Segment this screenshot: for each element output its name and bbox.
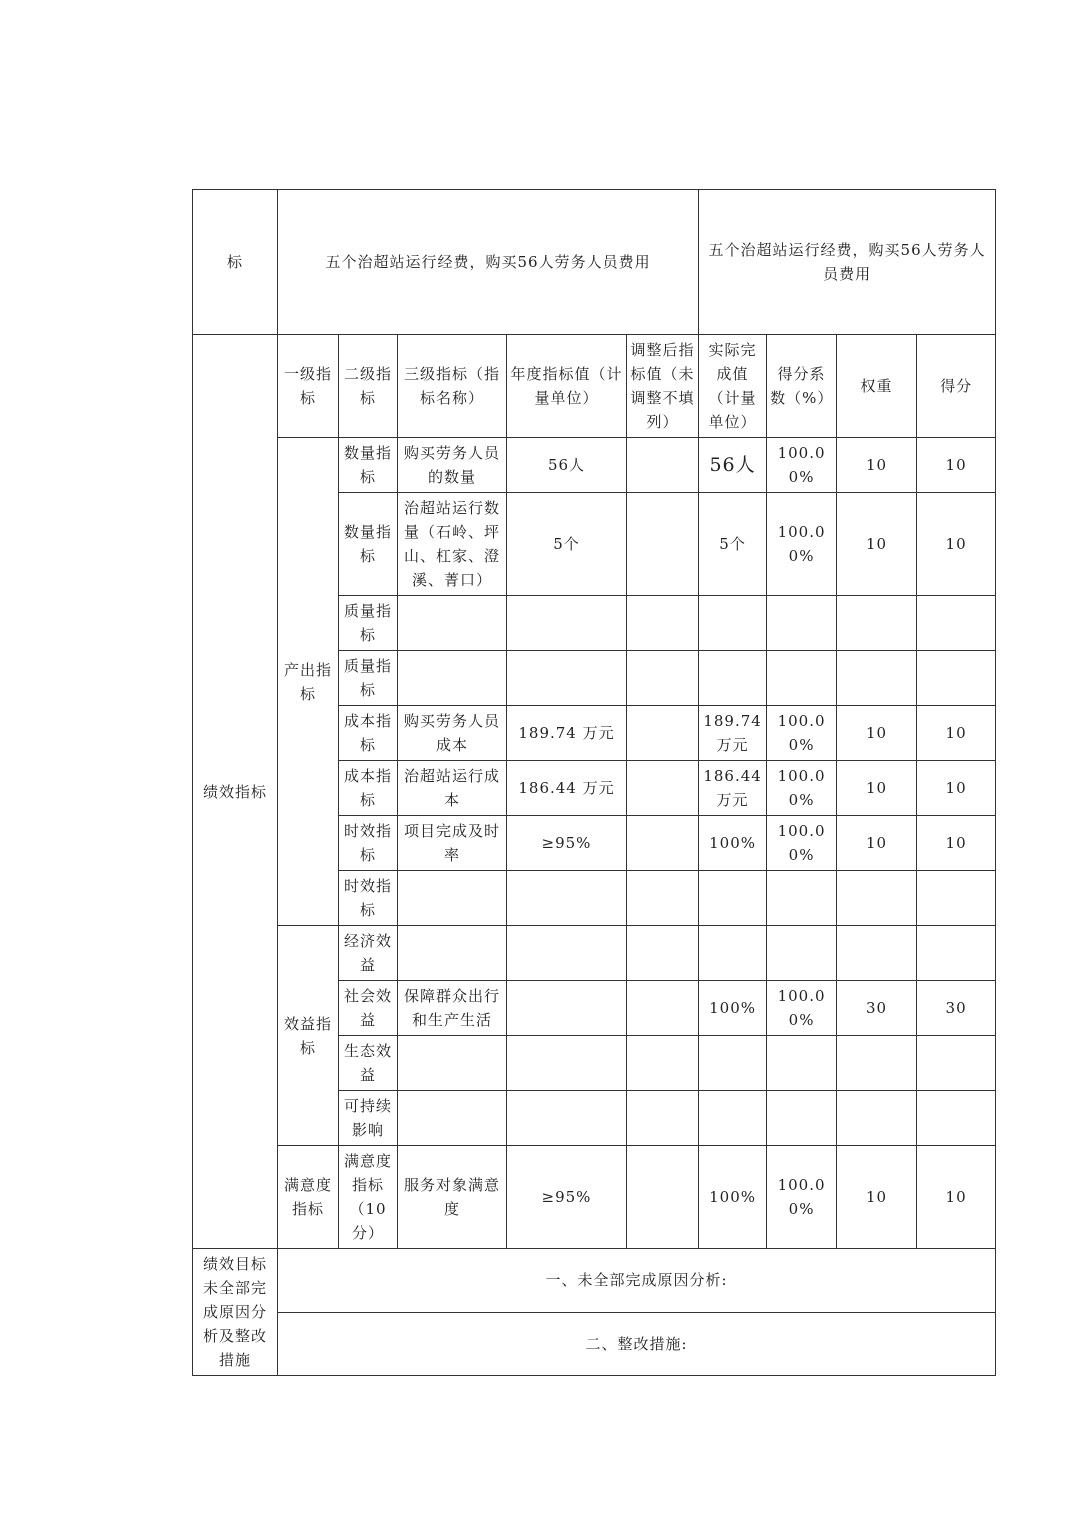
actual-cell: 100% (699, 981, 767, 1036)
coeff-cell: 100.00% (767, 816, 837, 871)
table-row (193, 926, 996, 981)
performance-table (192, 189, 996, 1376)
coeff-cell: 100.00% (767, 761, 837, 816)
adjusted-cell (627, 761, 699, 816)
level3-cell: 保障群众出行和生产生活 (398, 981, 507, 1036)
actual-cell (699, 596, 767, 651)
level2-cell: 可持续影响 (339, 1091, 398, 1146)
actual-cell (699, 1091, 767, 1146)
score-cell (917, 1091, 996, 1146)
level2-cell: 经济效益 (339, 926, 398, 981)
actual-cell: 100% (699, 1146, 767, 1249)
coeff-cell (767, 1036, 837, 1091)
adjusted-cell (627, 1091, 699, 1146)
adjusted-cell (627, 871, 699, 926)
adjusted-cell (627, 706, 699, 761)
weight-cell: 10 (837, 438, 917, 493)
table-row (193, 1146, 996, 1249)
group-satisfaction: 满意度指标 (278, 1146, 339, 1249)
weight-cell (837, 1036, 917, 1091)
score-cell: 10 (917, 438, 996, 493)
level2-cell: 满意度指标（10分） (339, 1146, 398, 1249)
score-cell: 10 (917, 1146, 996, 1249)
header-score: 得分 (917, 335, 996, 438)
annual-cell: 56人 (507, 438, 627, 493)
group-output: 产出指标 (278, 438, 339, 926)
group-benefit: 效益指标 (278, 926, 339, 1146)
adjusted-cell (627, 493, 699, 596)
level2-cell: 成本指标 (339, 761, 398, 816)
header-actual-value: 实际完成值（计量单位） (699, 335, 767, 438)
analysis-reason: 一、未全部完成原因分析: (278, 1249, 996, 1313)
score-cell: 30 (917, 981, 996, 1036)
analysis-reason-row (193, 1249, 996, 1313)
header-row (193, 335, 996, 438)
score-cell: 10 (917, 816, 996, 871)
goal-row (193, 190, 996, 335)
table-row (193, 438, 996, 493)
score-cell (917, 871, 996, 926)
level2-cell: 数量指标 (339, 438, 398, 493)
annual-cell (507, 981, 627, 1036)
header-score-coeff: 得分系数（%） (767, 335, 837, 438)
annual-cell (507, 1036, 627, 1091)
header-level1: 一级指标 (278, 335, 339, 438)
level3-cell: 购买劳务人员的数量 (398, 438, 507, 493)
analysis-measures: 二、整改措施: (278, 1312, 996, 1376)
adjusted-cell (627, 1036, 699, 1091)
annual-cell (507, 596, 627, 651)
actual-cell (699, 926, 767, 981)
score-cell: 10 (917, 493, 996, 596)
actual-cell: 5个 (699, 493, 767, 596)
level2-cell: 数量指标 (339, 493, 398, 596)
level3-cell (398, 926, 507, 981)
weight-cell (837, 871, 917, 926)
level3-cell (398, 651, 507, 706)
level2-cell: 社会效益 (339, 981, 398, 1036)
adjusted-cell (627, 1146, 699, 1249)
annual-cell: ≥95% (507, 1146, 627, 1249)
score-cell (917, 1036, 996, 1091)
annual-cell: 186.44 万元 (507, 761, 627, 816)
level3-cell (398, 1036, 507, 1091)
actual-cell (699, 651, 767, 706)
header-adjusted-value: 调整后指标值（未调整不填列） (627, 335, 699, 438)
weight-cell: 30 (837, 981, 917, 1036)
coeff-cell: 100.00% (767, 706, 837, 761)
level3-cell: 治超站运行成本 (398, 761, 507, 816)
weight-cell (837, 651, 917, 706)
analysis-measures-row (193, 1312, 996, 1376)
level3-cell (398, 596, 507, 651)
coeff-cell (767, 596, 837, 651)
annual-cell: ≥95% (507, 816, 627, 871)
coeff-cell (767, 651, 837, 706)
weight-cell (837, 596, 917, 651)
coeff-cell: 100.00% (767, 981, 837, 1036)
indicators-section-label: 绩效指标 (193, 335, 278, 1249)
weight-cell: 10 (837, 1146, 917, 1249)
header-annual-value: 年度指标值（计量单位） (507, 335, 627, 438)
adjusted-cell (627, 651, 699, 706)
coeff-cell: 100.00% (767, 438, 837, 493)
analysis-label: 绩效目标未全部完成原因分析及整改措施 (193, 1249, 278, 1376)
coeff-cell: 100.00% (767, 493, 837, 596)
level2-cell: 质量指标 (339, 651, 398, 706)
goal-label: 标 (193, 190, 278, 335)
actual-cell (699, 871, 767, 926)
annual-cell (507, 1091, 627, 1146)
adjusted-cell (627, 596, 699, 651)
adjusted-cell (627, 816, 699, 871)
annual-cell: 5个 (507, 493, 627, 596)
level2-cell: 生态效益 (339, 1036, 398, 1091)
score-cell: 10 (917, 706, 996, 761)
actual-cell: 189.74万元 (699, 706, 767, 761)
weight-cell: 10 (837, 493, 917, 596)
header-level3: 三级指标（指标名称） (398, 335, 507, 438)
level2-cell: 时效指标 (339, 816, 398, 871)
weight-cell (837, 1091, 917, 1146)
weight-cell: 10 (837, 761, 917, 816)
annual-cell: 189.74 万元 (507, 706, 627, 761)
level3-cell (398, 871, 507, 926)
actual-cell: 100% (699, 816, 767, 871)
adjusted-cell (627, 981, 699, 1036)
actual-cell (699, 1036, 767, 1091)
level2-cell: 成本指标 (339, 706, 398, 761)
score-cell: 10 (917, 761, 996, 816)
adjusted-cell (627, 926, 699, 981)
planned-goal: 五个治超站运行经费，购买56人劳务人员费用 (278, 190, 699, 335)
level3-cell: 项目完成及时率 (398, 816, 507, 871)
score-cell (917, 926, 996, 981)
annual-cell (507, 651, 627, 706)
actual-goal: 五个治超站运行经费，购买56人劳务人员费用 (699, 190, 996, 335)
header-weight: 权重 (837, 335, 917, 438)
weight-cell (837, 926, 917, 981)
level3-cell: 服务对象满意度 (398, 1146, 507, 1249)
level2-cell: 时效指标 (339, 871, 398, 926)
weight-cell: 10 (837, 706, 917, 761)
actual-cell: 186.44万元 (699, 761, 767, 816)
actual-cell: 56人 (699, 438, 767, 493)
level3-cell: 购买劳务人员成本 (398, 706, 507, 761)
weight-cell: 10 (837, 816, 917, 871)
score-cell (917, 596, 996, 651)
score-cell (917, 651, 996, 706)
level3-cell (398, 1091, 507, 1146)
coeff-cell: 100.00% (767, 1146, 837, 1249)
coeff-cell (767, 926, 837, 981)
annual-cell (507, 926, 627, 981)
header-level2: 二级指标 (339, 335, 398, 438)
level3-cell: 治超站运行数量（石岭、坪山、杠家、澄溪、菁口） (398, 493, 507, 596)
coeff-cell (767, 1091, 837, 1146)
level2-cell: 质量指标 (339, 596, 398, 651)
adjusted-cell (627, 438, 699, 493)
coeff-cell (767, 871, 837, 926)
annual-cell (507, 871, 627, 926)
